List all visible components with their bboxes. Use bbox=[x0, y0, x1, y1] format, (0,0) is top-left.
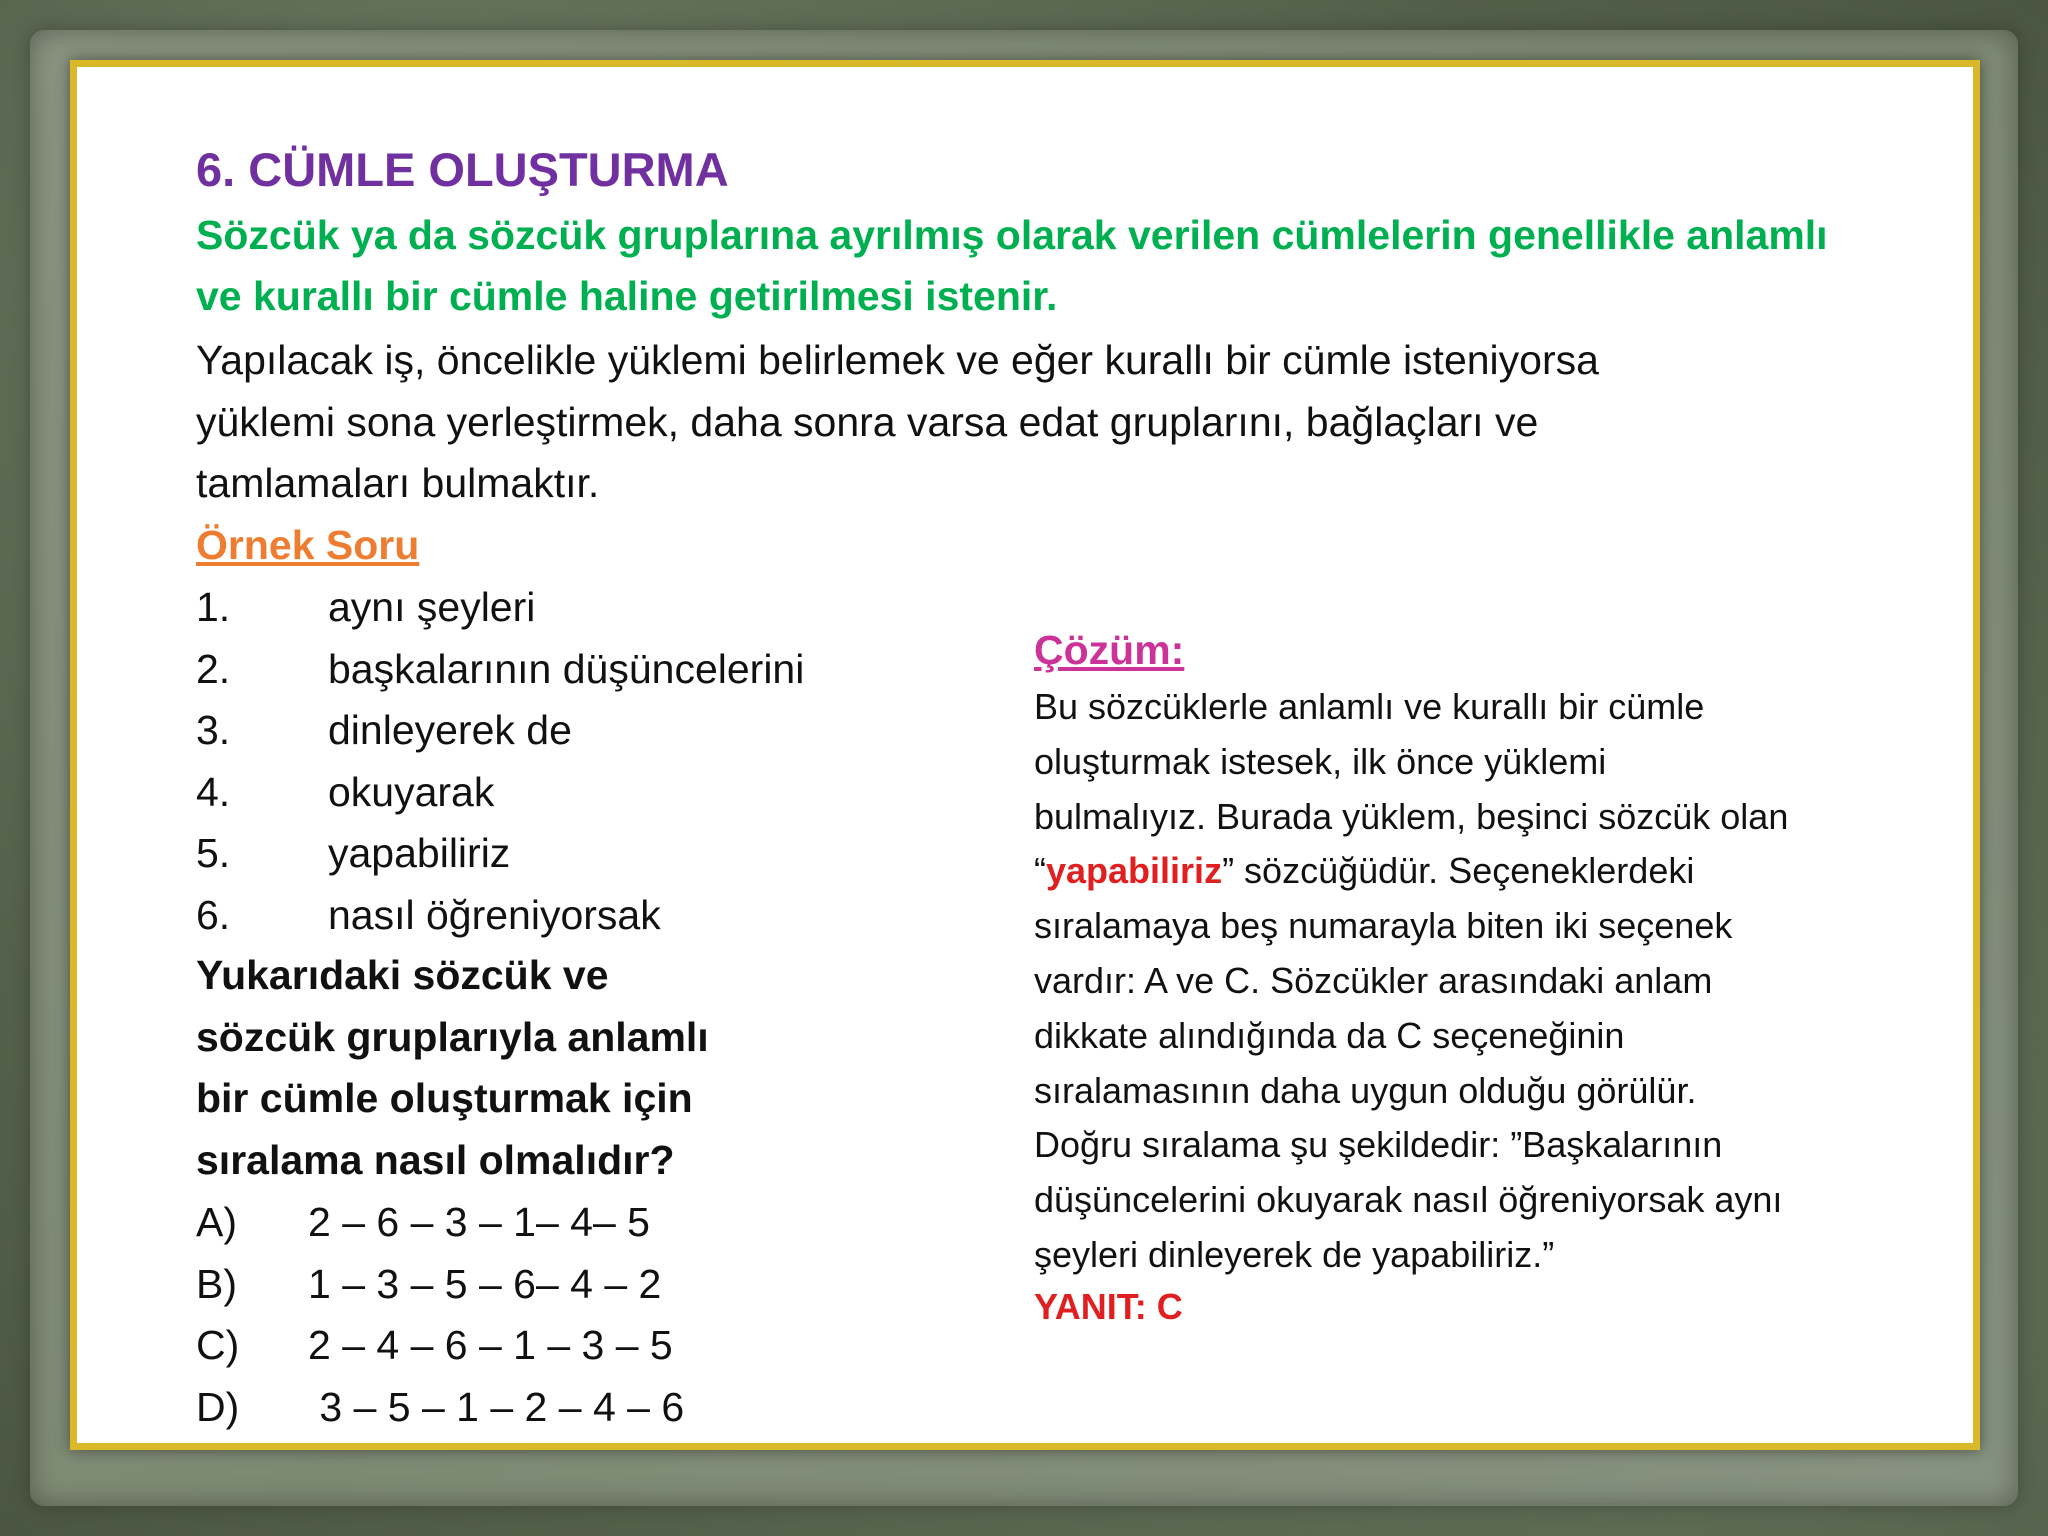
question-line: bir cümle oluşturmak için bbox=[196, 1075, 693, 1121]
solution-line-rest: ” sözcüğüdür. Seçeneklerdeki bbox=[1222, 850, 1695, 892]
option-letter: D) bbox=[196, 1383, 240, 1430]
option-sequence: 2 – 4 – 6 – 1 – 3 – 5 bbox=[308, 1322, 673, 1368]
question-line: sıralama nasıl olmalıdır? bbox=[196, 1136, 675, 1183]
intro-text bbox=[196, 205, 1956, 327]
item-number: 4. bbox=[196, 768, 231, 815]
option-sequence: 3 – 5 – 1 – 2 – 4 – 6 bbox=[308, 1383, 685, 1430]
answer-options bbox=[196, 1192, 896, 1438]
question-line: Yukarıdaki sözcük ve bbox=[196, 952, 609, 998]
item-number: 5. bbox=[196, 830, 231, 876]
question-line: sözcük gruplarıyla anlamlı bbox=[196, 1013, 709, 1060]
list-item bbox=[196, 700, 996, 762]
item-text: yapabiliriz bbox=[328, 830, 511, 876]
intro-line: Sözcük ya da sözcük gruplarına ayrılmış olarak verilen cümlelerin genellikle anlamlı bbox=[196, 212, 1828, 258]
word-list bbox=[196, 577, 996, 946]
solution-line: dikkate alındığında da C seçeneğinin bbox=[1034, 1014, 1625, 1056]
solution-line-with-highlight bbox=[1034, 844, 1934, 899]
option-c bbox=[196, 1315, 896, 1377]
solution-line: bulmalıyız. Burada yüklem, beşinci sözcük olan bbox=[1034, 795, 1789, 837]
open-quote: “ bbox=[1034, 850, 1046, 892]
item-number: 2. bbox=[196, 645, 231, 692]
explanation-text bbox=[196, 330, 1956, 515]
answer-label: YANIT: C bbox=[1034, 1286, 1183, 1327]
list-item bbox=[196, 639, 996, 701]
option-letter: B) bbox=[196, 1260, 237, 1307]
solution-line: düşüncelerini okuyarak nasıl öğreniyorsak aynı bbox=[1034, 1179, 1783, 1221]
option-letter: A) bbox=[196, 1199, 237, 1245]
example-heading: Örnek Soru bbox=[196, 522, 420, 568]
option-d bbox=[196, 1377, 896, 1439]
solution-line: Doğru sıralama şu şekildedir: ”Başkalarının bbox=[1034, 1124, 1723, 1166]
item-number: 3. bbox=[196, 707, 231, 753]
item-text: dinleyerek de bbox=[328, 707, 572, 753]
option-a bbox=[196, 1192, 896, 1254]
solution-text bbox=[1034, 680, 1934, 1283]
solution-line: Bu sözcüklerle anlamlı ve kurallı bir cümle bbox=[1034, 686, 1705, 727]
solution-line: şeyleri dinleyerek de yapabiliriz.” bbox=[1034, 1233, 1555, 1275]
item-number: 1. bbox=[196, 584, 231, 630]
option-letter: C) bbox=[196, 1322, 240, 1368]
option-sequence: 2 – 6 – 3 – 1– 4– 5 bbox=[308, 1199, 650, 1245]
solution-line: sıralamasının daha uygun olduğu görülür. bbox=[1034, 1069, 1697, 1111]
highlighted-predicate: yapabiliriz bbox=[1046, 850, 1223, 892]
option-sequence: 1 – 3 – 5 – 6– 4 – 2 bbox=[308, 1260, 662, 1307]
item-number: 6. bbox=[196, 891, 231, 938]
slide-title: 6. CÜMLE OLUŞTURMA bbox=[196, 143, 729, 196]
question-text bbox=[196, 945, 836, 1191]
explanation-line: Yapılacak iş, öncelikle yüklemi belirlemek ve eğer kurallı bir cümle isteniyorsa bbox=[196, 337, 1599, 383]
solution-line: vardır: A ve C. Sözcükler arasındaki anlam bbox=[1034, 959, 1713, 1001]
item-text: okuyarak bbox=[328, 768, 495, 815]
list-item bbox=[196, 823, 996, 885]
explanation-line: tamlamaları bulmaktır. bbox=[196, 460, 600, 506]
option-b bbox=[196, 1254, 896, 1316]
list-item bbox=[196, 577, 996, 639]
solution-heading: Çözüm: bbox=[1034, 627, 1185, 673]
list-item bbox=[196, 762, 996, 824]
solution-line: sıralamaya beş numarayla biten iki seçenek bbox=[1034, 905, 1733, 947]
list-item bbox=[196, 885, 996, 947]
item-text: nasıl öğreniyorsak bbox=[328, 891, 661, 938]
item-text: aynı şeyleri bbox=[328, 584, 536, 630]
item-text: başkalarının düşüncelerini bbox=[328, 645, 805, 692]
explanation-line: yüklemi sona yerleştirmek, daha sonra varsa edat gruplarını, bağlaçları ve bbox=[196, 398, 1539, 445]
intro-line: ve kurallı bir cümle haline getirilmesi istenir. bbox=[196, 273, 1058, 319]
solution-line: oluşturmak istesek, ilk önce yüklemi bbox=[1034, 740, 1607, 782]
